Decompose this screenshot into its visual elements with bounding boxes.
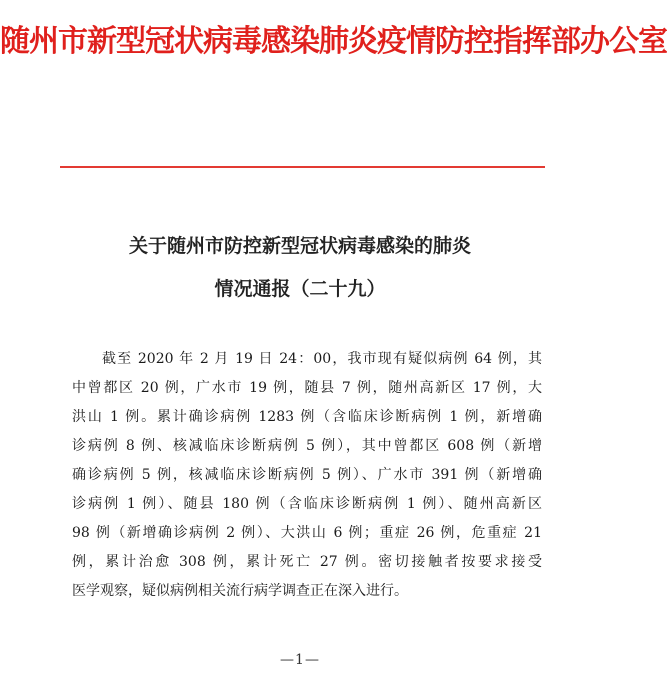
body-line: 诊病例 8 例、核减临床诊断病例 5 例），其中曾都区 608 例（新增 bbox=[72, 438, 542, 454]
red-divider-line bbox=[60, 166, 545, 168]
document-body bbox=[72, 345, 542, 606]
body-line: 确诊病例 5 例，核减临床诊断病例 5 例）、广水市 391 例（新增确 bbox=[72, 467, 542, 483]
body-line: 例，累计治愈 308 例，累计死亡 27 例。密切接触者按要求接受 bbox=[72, 554, 542, 570]
document-title-line-2: 情况通报（二十九） bbox=[214, 278, 386, 300]
page-number: —1— bbox=[280, 652, 320, 668]
document-title-line-1: 关于随州市防控新型冠状病毒感染的肺炎 bbox=[128, 235, 471, 257]
issuing-office-header: 随州市新型冠状病毒感染肺炎疫情防控指挥部办公室 bbox=[0, 24, 667, 59]
body-line: 98 例（新增确诊病例 2 例）、大洪山 6 例；重症 26 例，危重症 21 bbox=[72, 525, 542, 541]
body-line: 洪山 1 例。累计确诊病例 1283 例（含临床诊断病例 1 例，新增确 bbox=[72, 409, 542, 425]
body-line: 医学观察，疑似病例相关流行病学调查正在深入进行。 bbox=[72, 583, 408, 599]
body-line: 中曾都区 20 例，广水市 19 例，随县 7 例，随州高新区 17 例，大 bbox=[72, 380, 542, 396]
body-line: 截至 2020 年 2 月 19 日 24：00，我市现有疑似病例 64 例，其 bbox=[102, 351, 542, 367]
body-line: 诊病例 1 例）、随县 180 例（含临床诊断病例 1 例）、随州高新区 bbox=[72, 496, 542, 512]
